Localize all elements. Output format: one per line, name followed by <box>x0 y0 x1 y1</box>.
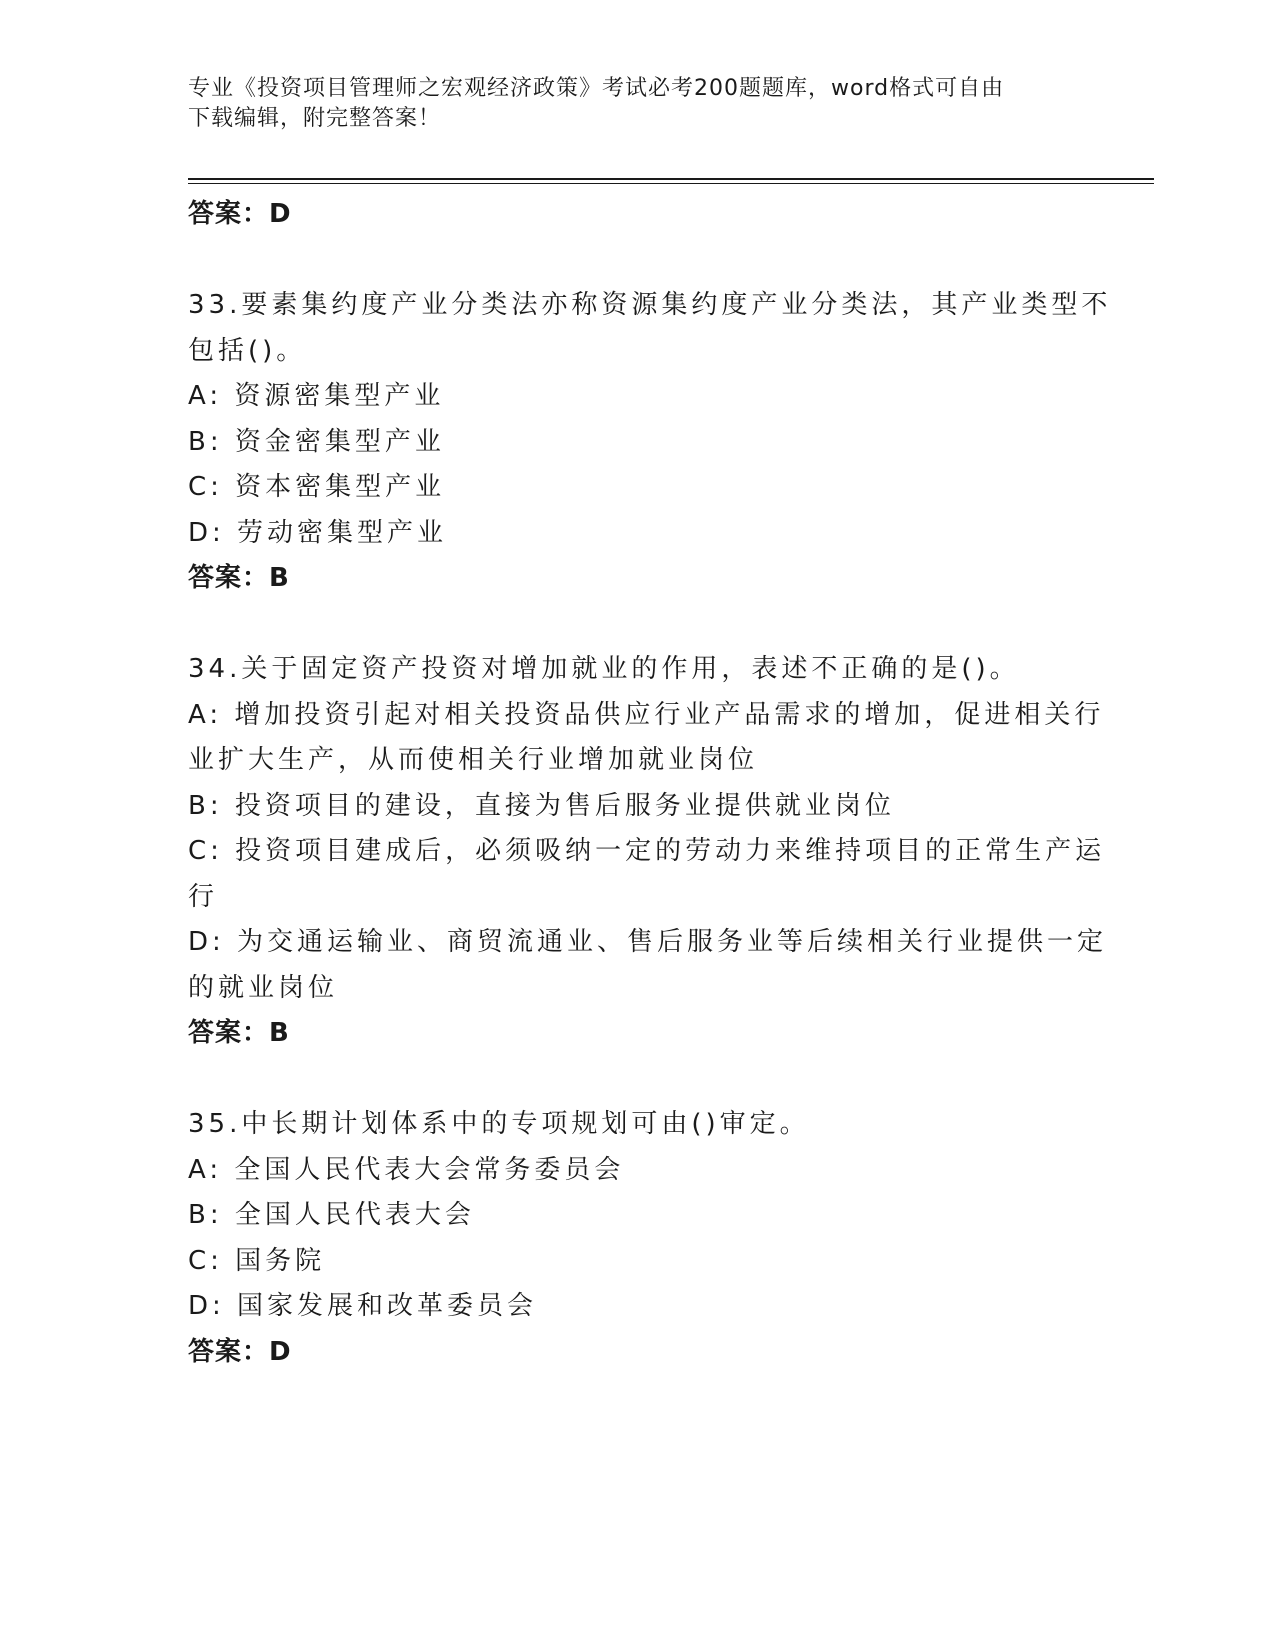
option-c: C: 国务院 <box>188 1245 326 1276</box>
option-d-cont: 的就业岗位 <box>188 972 339 1003</box>
option-a-cont: 业扩大生产，从而使相关行业增加就业岗位 <box>188 745 759 775</box>
option-d: D: 为交通运输业、商贸流通业、售后服务业等后续相关行业提供一定 <box>188 927 1108 957</box>
answer: 答案：B <box>188 1018 290 1048</box>
header-rule-thin <box>188 183 1154 184</box>
answer: 答案：B <box>188 563 290 593</box>
option-b: B: 全国人民代表大会 <box>188 1200 475 1230</box>
option-a: A: 全国人民代表大会常务委员会 <box>188 1154 625 1185</box>
option-a: A: 资源密集型产业 <box>188 381 445 411</box>
question-34 <box>188 647 1108 1057</box>
question-35 <box>188 1102 1088 1375</box>
header-rule-thick <box>188 178 1154 180</box>
question-stem: 34.关于固定资产投资对增加就业的作用，表述不正确的是()。 <box>188 654 1020 684</box>
option-a: A: 增加投资引起对相关投资品供应行业产品需求的增加，促进相关行 <box>188 699 1105 730</box>
option-c: C: 资本密集型产业 <box>188 472 446 502</box>
question-stem: 33.要素集约度产业分类法亦称资源集约度产业分类法，其产业类型不 <box>188 290 1112 320</box>
document-body <box>188 192 1112 1375</box>
option-d: D: 劳动密集型产业 <box>188 517 448 548</box>
spacer <box>188 1057 1088 1103</box>
spacer <box>188 238 1088 284</box>
header-line-2: 下载编辑，附完整答案！ <box>188 106 442 131</box>
option-d: D: 国家发展和改革委员会 <box>188 1291 538 1321</box>
question-stem: 35.中长期计划体系中的专项规划可由()审定。 <box>188 1109 810 1139</box>
spacer <box>188 602 1088 648</box>
header-line-1: 专业《投资项目管理师之宏观经济政策》考试必考200题题库，word格式可自由 <box>188 76 1005 101</box>
question-33 <box>188 283 1112 602</box>
page-header <box>188 74 1088 134</box>
option-b: B: 资金密集型产业 <box>188 426 445 457</box>
option-b: B: 投资项目的建设，直接为售后服务业提供就业岗位 <box>188 790 895 821</box>
previous-answer: 答案：D <box>188 199 292 229</box>
option-c: C: 投资项目建成后，必须吸纳一定的劳动力来维持项目的正常生产运 <box>188 836 1106 866</box>
answer: 答案：D <box>188 1336 292 1367</box>
option-c-cont: 行 <box>188 881 219 912</box>
question-stem-cont: 包括()。 <box>188 335 307 366</box>
